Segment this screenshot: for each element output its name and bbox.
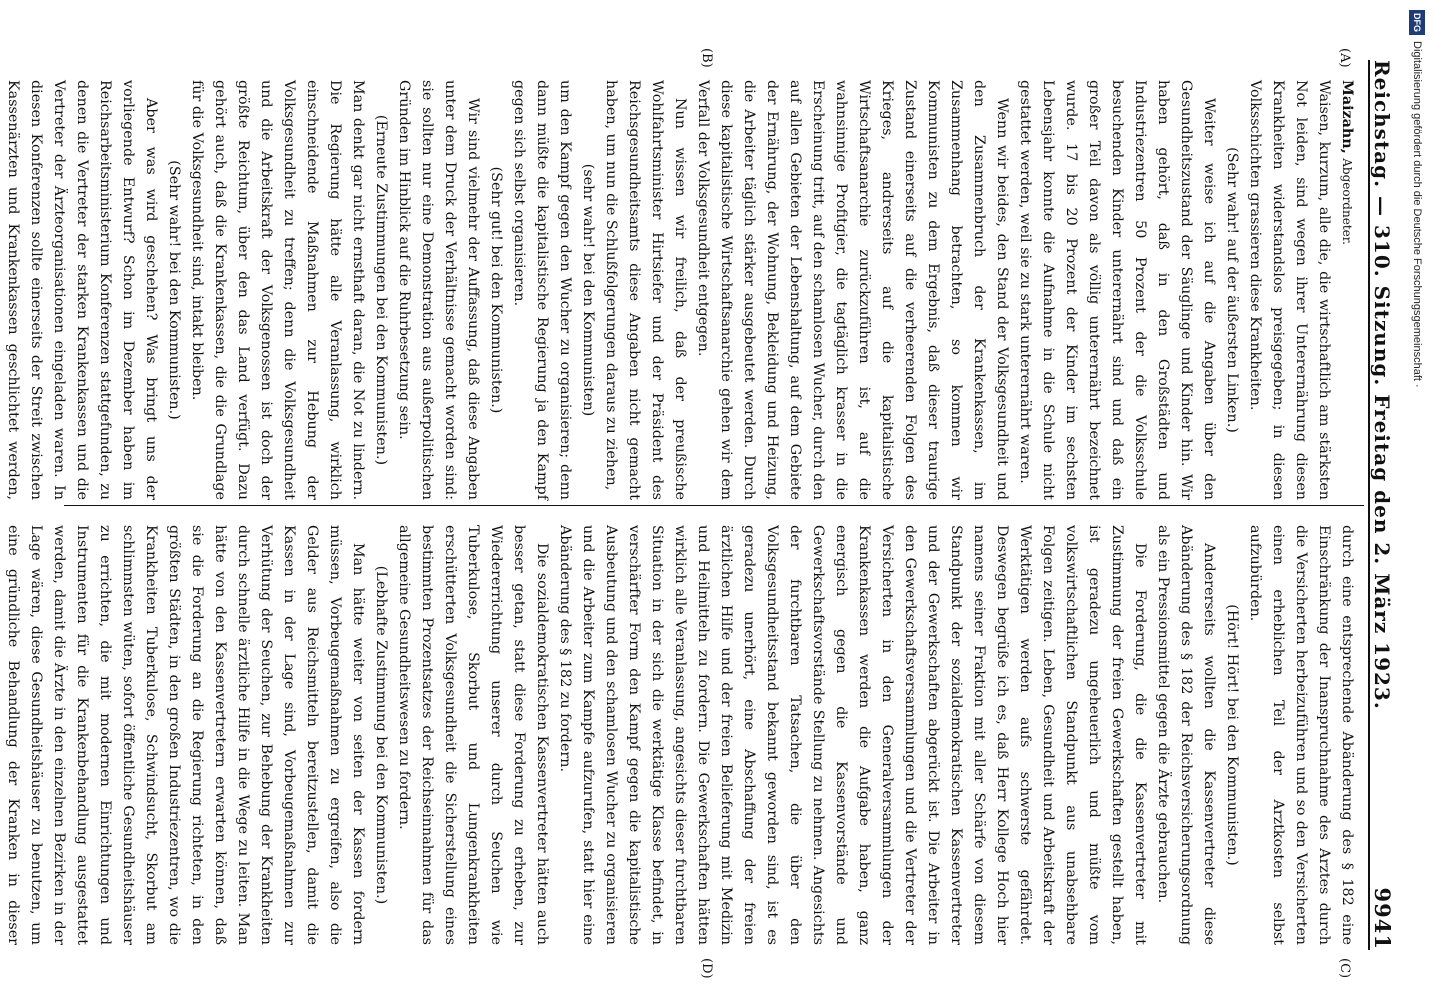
interjection: (Erneute Zustimmungen bei den Kommunisten.) [373,114,389,466]
interjection: (Sehr wahr! bei den Kommunisten.) [166,160,182,420]
paragraph: Wenn wir beides, den Stand der Volksgesundheit und den Zusammenbruch der Krankenkassen, im Zusammenhang betrachten, so kommen wir Kommunisten zu dem Ergebnis, daß dieser traurige Zustand einerseits auf die verheerenden Folgen des Krieges, andrerseits auf die kapitalistische Wirtschaftsanarchie zurückzuführen ist, auf die wahnsinnige Profitgier, die tagtäglich krasser in die Erscheinung tritt, auf den schamlosen Wucher, durch den auf allen Gebieten der Lebenshaltung, auf dem Gebiete der Ernährung, der Wohnung, Bekleidung und Heizung, die Arbeiter täglich stärker ausgebeutet werden. Durch diese kapitalistische Wirtschaftsanarchie gehen wir dem Verfall der Volksgesundheit entgegen. [695,80,1010,500]
interjection: (Sehr gut! bei den Kommunisten.) [488,166,504,414]
digitization-credit [1402,10,1432,990]
right-column [0,525,1358,945]
paragraph: Andererseits wollten die Kassenvertreter diese Abänderung des § 182 der Reichsversicherungsordnung als ein Pressionsmittel gegen die Ärzte gebrauchen. [1155,525,1217,945]
speaker-role: Abgeordneter. [1340,158,1354,245]
interjection: (sehr wahr! bei den Kommunisten) [580,163,596,417]
paragraph: Die Forderung, die die Kassenvertreter mit Zustimmung der freien Gewerkschaften gestellt haben, ist geradezu ungeheuerlich und müßte vom volkswirtschaftlichen Standpunkt aus unabsehbare Folgen zeitigen. Leben, Gesundheit und Arbeitskraft der Werktätigen werden aufs schwerste gefährdet. Deswegen begrüße ich es, daß Herr Kollege Hoch hier namens seiner Fraktion mit aller Schärfe von diesem Standpunkt der sozialdemokratischen Kassenvertreter und der Gewerkschaften abgerückt ist. Die Arbeiter in den Gewerkschaftsversammlungen und die Vertreter der Versicherten in den Generalversammlungen der Krankenkassen werden die Aufgabe haben, ganz energisch gegen die Kassenvorstände und Gewerkschaftsvorstände Stellung zu nehmen. Angesichts der furchtbaren Tatsachen, die über den Volksgesundheitsstand bekannt geworden sind, ist es geradezu unerhört, eine Abschaffung der freien ärztlichen Hilfe und der freien Belieferung mit Medizin und Heilmitteln zu fordern. Die Gewerkschaften hätten wirklich alle Veranlassung, angesichts dieser furchtbaren Situation in der sich die werktätige Klasse befindet, in verschärfter Form den Kampf gegen die kapitalistische Ausbeutung und den schamlosen Wucher zu organisieren und die Arbeiter zum Kampfe aufzurufen, statt hier eine Abänderung des § 182 zu fordern. [557,525,1148,945]
margin-mark-d: (D) [699,958,714,979]
speaker-line [1335,80,1358,500]
paragraph: Die sozialdemokratischen Kassenvertreter hätten auch besser getan, statt diese Forderung zu erheben, zur Wiedererrichtung unserer durch Seuchen wie Tuberkulose, Skorbut und Lungenkrankheiten erschütterten Volksgesundheit die Sicherstellung eines bestimmten Prozentsatzes der Reichseinnahmen für das allgemeine Gesundheitswesen zu fordern. [396,525,550,945]
interjection: (Lebhafte Zustimmung bei den Kommunisten.) [373,565,389,905]
interjection: (Hört! Hört! bei den Kommunisten.) [1224,604,1240,866]
paragraph: Weiter weise ich auf die Angaben über den Gesundheitszustand der Säuglinge und Kinder hin. Wir haben gehört, daß in den Großstädten und Industriezentren 50 Prozent der die Volksschule besuchenden Kinder unterernährt sind und daß ein großer Teil davon als völlig unterernährt bezeichnet wurde. 17 bis 20 Prozent der Kinder im sechsten Lebensjahr konnte die Aufnahme in die Schule nicht gestattet werden, weil sie zu stark unterernährt waren. [1017,80,1217,500]
credit-label: Digitalisierung gefördert durch die Deutsche Forschungsgemeinschaft · [1411,41,1423,388]
margin-mark-c: (C) [1337,958,1352,979]
speaker-name: Maizahn, [1339,80,1355,154]
paragraph: durch eine entsprechende Abänderung des § 182 eine Einschränkung der Inanspruchnahme des Arztes durch die Versicherten herbeizuführen und so den Versicherten einen erheblichen Teil der Arztkosten selbst aufzubürden. [1247,525,1355,945]
interjection: (Sehr wahr! auf der äußersten Linken.) [1224,147,1240,433]
paragraph: Waisen, kurzum, alle die, die wirtschaftlich am stärksten Not leiden, sind wegen ihrer Unterernährung diesen Krankheiten widerstandslos preisgegeben; in diesen Volksschichten grassieren diese Krankheiten. [1247,80,1332,500]
dfg-logo: DFG [1409,10,1425,35]
paragraph: Man denkt gar nicht ernsthaft daran, die Not zu lindern. Die Regierung hätte alle Veranlassung, wirklich einschneidende Maßnahmen zur Hebung der Volksgesundheit zu treffen; denn die Volksgesundheit und die Arbeitskraft der Volksgenossen ist doch der größte Reichtum, über den das Land verfügt. Dazu gehört auch, daß die Krankenkassen, die die Grundlage für die Volksgesundheit sind, intakt bleiben. [189,80,366,500]
paragraph: Nun wissen wir freilich, daß der preußische Wohlfahrtsminister Hirtsiefer und der Präsident des Reichsgesundheitsamts diese Angaben nicht gemacht haben, um nun die Schlußfolgerungen daraus zu ziehen, [603,80,688,500]
column-divider [64,505,1364,506]
left-column [0,80,1358,500]
page-number: 9941 [1370,887,1395,950]
page-title: Reichstag. — 310. Sitzung. Freitag den 2. März 1923. [1370,60,1394,710]
paragraph: Aber was wird geschehen? Was bringt uns der vorliegende Entwurf? Schon im Dezember haben im Reichsarbeitsministerium Konferenzen stattgefunden, zu denen die Vertreter der starken Krankenkassen und die Vertreter der Ärzteorganisationen eingeladen waren. In diesen Konferenzen sollte einerseits der Streit zwischen Kassenärzten und Krankenkassen geschlichtet werden, [5,80,159,500]
paragraph: um den Kampf gegen den Wucher zu organisieren; denn dann müßte die kapitalistische Regierung ja den Kampf gegen sich selbst organisieren. [511,80,573,500]
digitization-credit-text [1402,10,1432,990]
paragraph: Man hätte weiter von seiten der Kassen fordern müssen, Vorbeugemaßnahmen zu ergreifen, also die Gelder aus Reichsmitteln bereitzustellen, damit die Kassen in der Lage sind, Vorbeugemaßnahmen zur Verhütung der Seuchen, zur Behebung der Krankheiten durch schnelle ärztliche Hilfe in die Wege zu leiten. Man hätte von den Kassenvertretern erwarten können, daß sie die Forderung an die Regierung richteten, in den größten Städten, in den großen Industriezentren, wo die Krankheiten Tuberkulose, Schwindsucht, Skorbut am schlimmsten wüten, sofort öffentliche Gesundheitshäuser zu errichten, die mit modernen Einrichtungen und Instrumenten für die Krankenbehandlung ausgestattet werden, damit die Ärzte in den einzelnen Bezirken in der Lage wären, diese Gesundheitshäuser zu benutzen, um eine gründliche Behandlung der Kranken in dieser [5,525,366,945]
paragraph: Wir sind vielmehr der Auffassung, daß diese Angaben unter dem Druck der Verhältnisse gemacht worden sind: sie sollten nur eine Demonstration aus außerpolitischen Gründen im Hinblick auf die Ruhrbesetzung sein. [396,80,481,500]
margin-mark-b: (B) [699,48,714,68]
margin-mark-a: (A) [1337,48,1352,68]
